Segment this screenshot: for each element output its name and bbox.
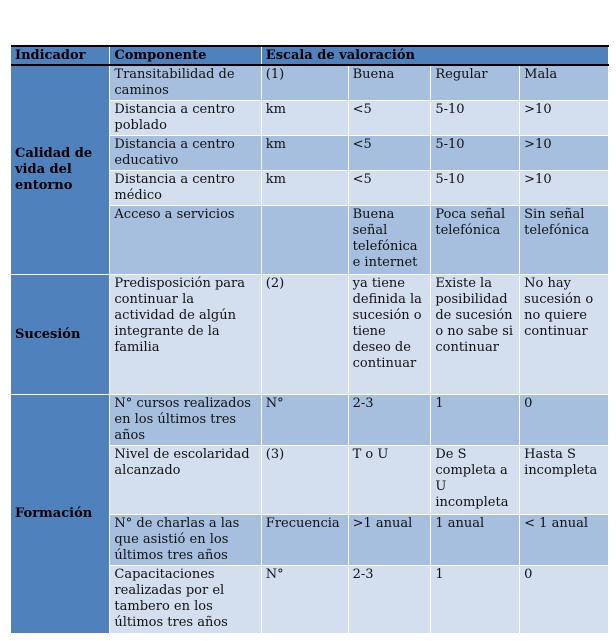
component-cell: Nivel de escolaridad alcanzado [110,445,261,514]
scale-cell: Mala [520,65,609,100]
header-componente: Componente [110,46,261,65]
component-cell: Predisposición para continuar la actividad de algún integrante de la familia [110,274,261,394]
component-cell: Acceso a servicios [110,205,261,274]
indicator-cell: Formación [11,394,110,633]
unit-cell: km [261,135,348,170]
scale-cell: 2-3 [348,565,431,633]
scale-cell: 0 [520,565,609,633]
indicator-cell: Sucesión [11,274,110,394]
component-cell: Distancia a centro educativo [110,135,261,170]
component-cell: Transitabilidad de caminos [110,65,261,100]
unit-cell: (1) [261,65,348,100]
scale-cell: Poca señal telefónica [431,205,520,274]
unit-cell: (3) [261,445,348,514]
scale-cell: T o U [348,445,431,514]
scale-cell: ya tiene definida la sucesión o tiene deseo de continuar [348,274,431,394]
unit-cell: Frecuencia [261,514,348,565]
scale-cell: Existe la posibilidad de sucesión o no sabe si continuar [431,274,520,394]
header-escala: Escala de valoración [261,46,608,65]
component-cell: N° de charlas a las que asistió en los últimos tres años [110,514,261,565]
scale-cell: Hasta S incompleta [520,445,609,514]
scale-cell: 2-3 [348,394,431,445]
unit-cell: N° [261,565,348,633]
scale-cell: 1 anual [431,514,520,565]
component-cell: Distancia a centro médico [110,170,261,205]
header-indicador: Indicador [11,46,110,65]
table-row [11,65,609,100]
scale-cell: Regular [431,65,520,100]
unit-cell: km [261,170,348,205]
component-cell: Distancia a centro poblado [110,100,261,135]
component-cell: Capacitaciones realizadas por el tambero en los últimos tres años [110,565,261,633]
scale-cell: 5-10 [431,100,520,135]
unit-cell: (2) [261,274,348,394]
unit-cell: km [261,100,348,135]
scale-cell: 5-10 [431,170,520,205]
scale-cell: Buena [348,65,431,100]
table-row [11,394,609,445]
scale-cell: No hay sucesión o no quiere continuar [520,274,609,394]
scale-cell: 0 [520,394,609,445]
scale-cell: <5 [348,135,431,170]
header-row [11,46,609,65]
scale-cell: Buena señal telefónica e internet [348,205,431,274]
scale-cell: >10 [520,100,609,135]
scale-cell: 5-10 [431,135,520,170]
scale-cell: De S completa a U incompleta [431,445,520,514]
valuation-table-container [11,45,609,634]
scale-cell: 1 [431,565,520,633]
scale-cell: <5 [348,100,431,135]
scale-cell: <5 [348,170,431,205]
scale-cell: 1 [431,394,520,445]
unit-cell: N° [261,394,348,445]
scale-cell: < 1 anual [520,514,609,565]
valuation-table [11,45,609,634]
scale-cell: >10 [520,135,609,170]
scale-cell: Sin señal telefónica [520,205,609,274]
component-cell: N° cursos realizados en los últimos tres años [110,394,261,445]
indicator-cell: Calidad de vida del entorno [11,65,110,274]
unit-cell [261,205,348,274]
table-row [11,274,609,394]
scale-cell: >10 [520,170,609,205]
scale-cell: >1 anual [348,514,431,565]
